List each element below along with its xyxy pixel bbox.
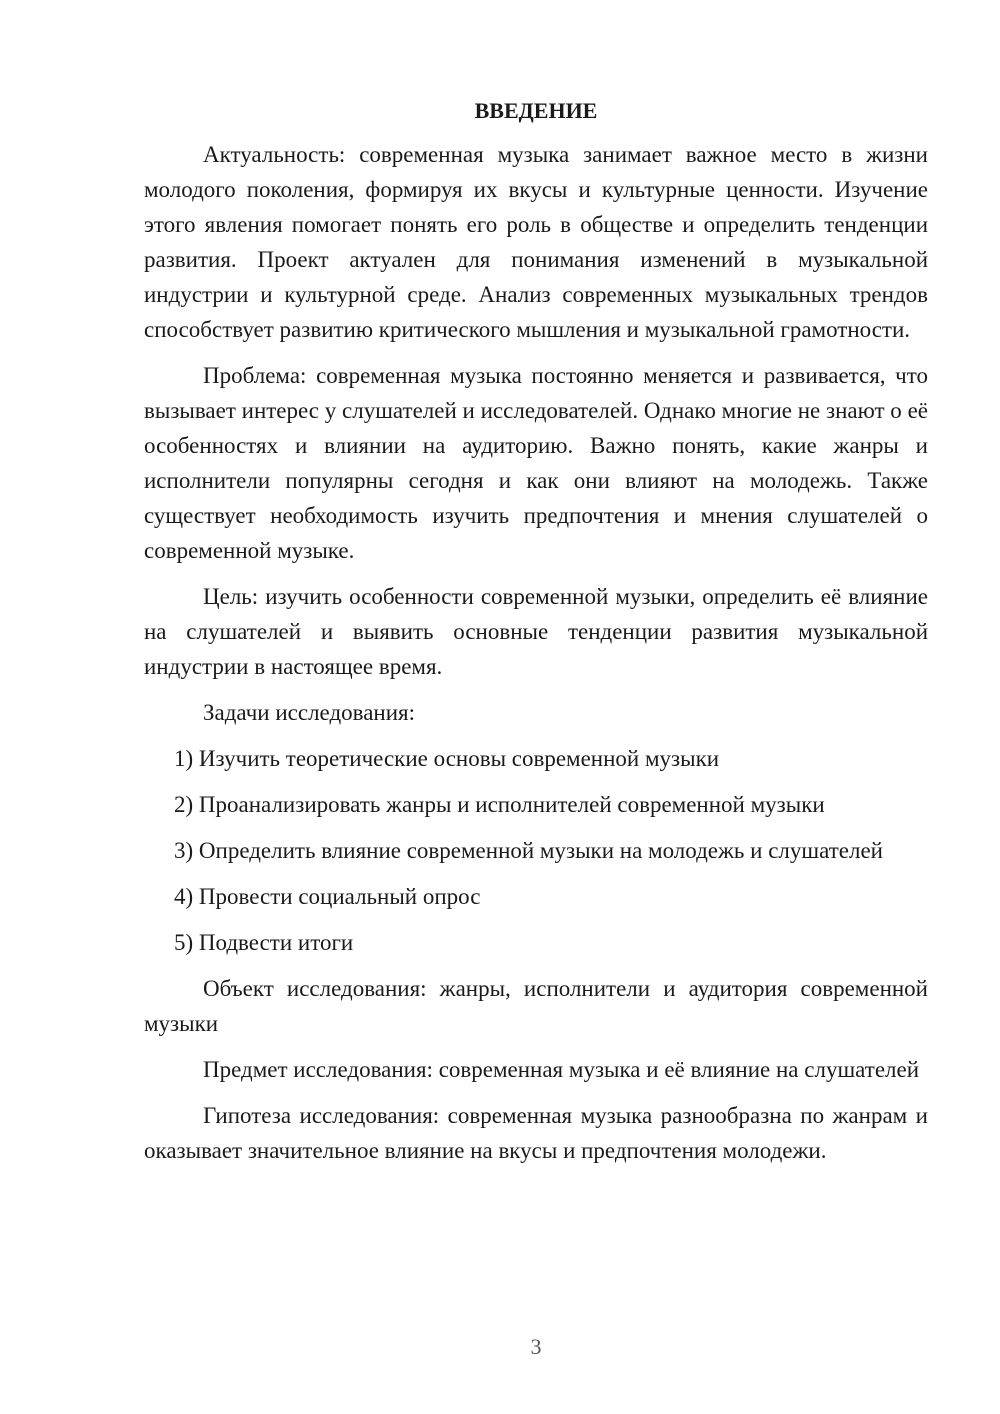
task-item: 2) Проанализировать жанры и исполнителей современной музыки <box>174 792 825 817</box>
task-item: 5) Подвести итоги <box>174 930 354 955</box>
goal-paragraph: Цель: изучить особенности современной музыки, определить её влияние на слушателей и выявить основные тенденции развития музыкальной индустрии в настоящее время. <box>144 584 928 679</box>
relevance-paragraph: Актуальность: современная музыка занимает важное место в жизни молодого поколения, формируя их вкусы и культурные ценности. Изучение этого явления помогает понять его роль в обществе и определить тенденции развития. Проект актуален для понимания изменений в музыкальной индустрии и культурной среде. Анализ современных музыкальных трендов способствует развитию критического мышления и музыкальной грамотности. <box>144 142 928 342</box>
hypothesis-paragraph: Гипотеза исследования: современная музыка разнообразна по жанрам и оказывает значительное влияние на вкусы и предпочтения молодежи. <box>144 1103 928 1163</box>
document-body <box>144 96 928 1179</box>
object-paragraph: Объект исследования: жанры, исполнители и аудитория современной музыки <box>144 976 928 1036</box>
task-item: 3) Определить влияние современной музыки на молодежь и слушателей <box>174 838 883 863</box>
subject-paragraph: Предмет исследования: современная музыка и её влияние на слушателей <box>203 1057 920 1082</box>
tasks-heading: Задачи исследования: <box>203 700 416 725</box>
problem-paragraph: Проблема: современная музыка постоянно меняется и развивается, что вызывает интерес у слушателей и исследователей. Однако многие не знают о её особенностях и влиянии на аудиторию. Важно понять, какие жанры и исполнители популярны сегодня и как они влияют на молодежь. Также существует необходимость изучить предпочтения и мнения слушателей о современной музыке. <box>144 363 928 563</box>
section-title: ВВЕДЕНИЕ <box>474 98 598 123</box>
page-number: 3 <box>530 1334 542 1359</box>
task-item: 1) Изучить теоретические основы современной музыки <box>174 746 720 771</box>
task-item: 4) Провести социальный опрос <box>174 884 481 909</box>
